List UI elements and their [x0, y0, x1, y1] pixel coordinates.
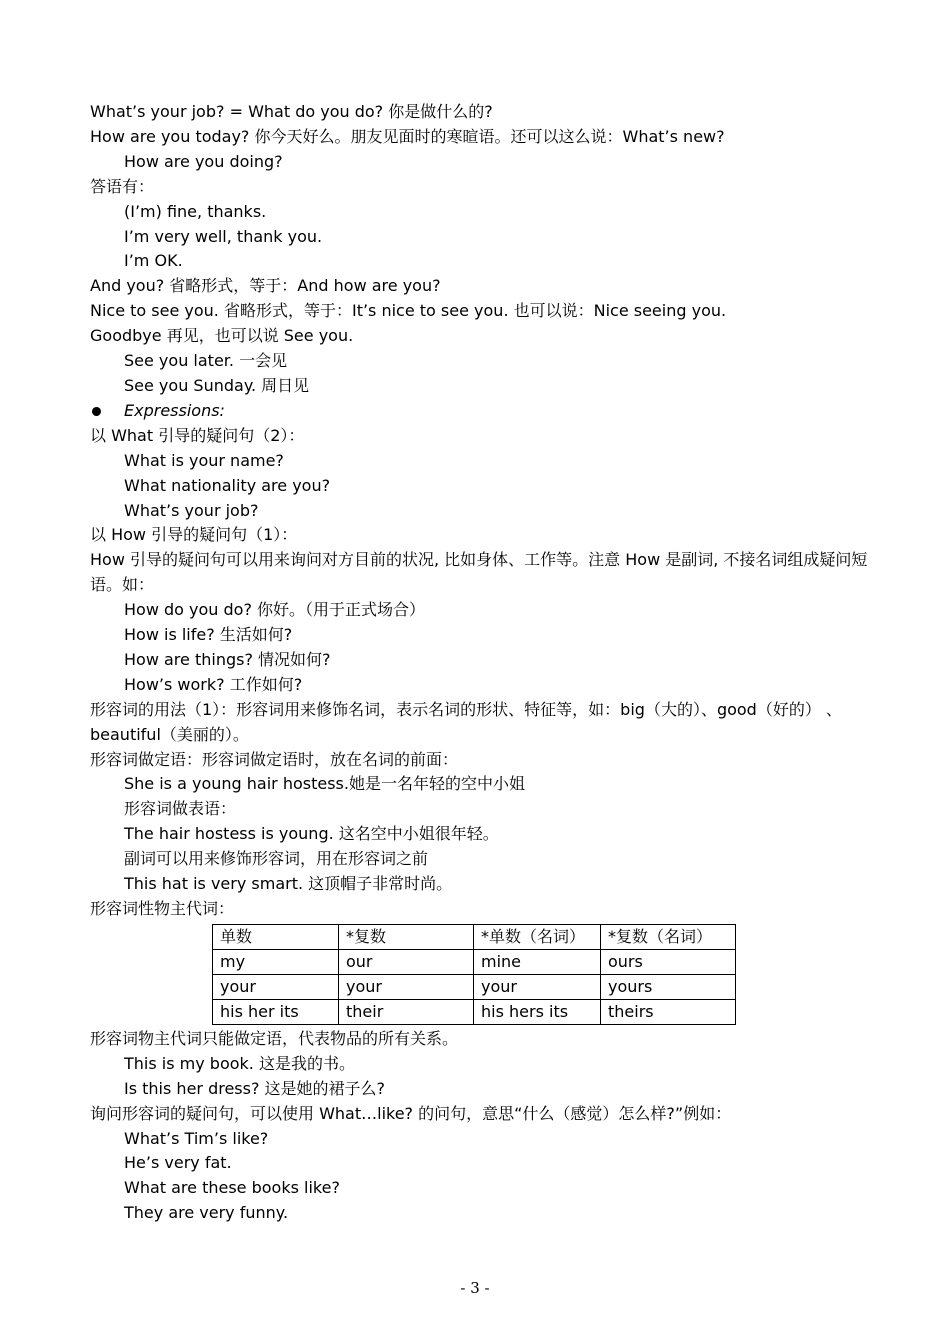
bullet-dot-icon — [91, 406, 103, 418]
table-cell: your — [474, 974, 601, 999]
section-possessive-usage — [90, 1027, 870, 1226]
table-row — [213, 949, 736, 974]
text-line: This hat is very smart. 这顶帽子非常时尚。 — [124, 874, 453, 894]
table-cell: *单数（名词） — [474, 924, 601, 949]
text-line: She is a young hair hostess.她是一名年轻的空中小姐 — [124, 774, 525, 794]
text-line: 以 What 引导的疑问句（2）： — [90, 425, 305, 445]
table-cell: his hers its — [474, 999, 601, 1024]
text-line: I’m OK. — [124, 251, 183, 271]
document-body — [90, 100, 870, 1226]
text-line: How is life? 生活如何? — [124, 625, 293, 645]
text-line: 形容词做定语：形容词做定语时，放在名词的前面： — [90, 749, 459, 769]
bullet-label: Expressions: — [124, 400, 225, 420]
table-cell: *复数（名词） — [601, 924, 736, 949]
table-cell: ours — [601, 949, 736, 974]
table-cell: his her its — [213, 999, 339, 1024]
bullet-expressions — [90, 399, 870, 424]
possessive-pronoun-table — [212, 924, 736, 1025]
text-line: They are very funny. — [124, 1203, 289, 1223]
table-cell: yours — [601, 974, 736, 999]
text-line: What are these books like? — [124, 1178, 340, 1198]
text-line: I’m very well, thank you. — [124, 226, 323, 246]
text-line: Nice to see you. 省略形式，等于：It’s nice to see you. 也可以说：Nice seeing you. — [90, 301, 727, 321]
table-cell: my — [213, 949, 339, 974]
text-line: 形容词性物主代词： — [90, 899, 235, 918]
table-cell: their — [339, 999, 474, 1024]
text-line: This is my book. 这是我的书。 — [124, 1053, 355, 1073]
text-line: See you Sunday. 周日见 — [124, 375, 310, 395]
section-grammar — [90, 424, 870, 922]
text-line: What’s your job? = What do you do? 你是做什么的? — [90, 102, 493, 121]
text-line: 询问形容词的疑问句，可以使用 What…like? 的问句，意思“什么（感觉）怎么样?”例如： — [90, 1103, 732, 1123]
text-line: 形容词的用法（1）：形容词用来修饰名词，表示名词的形状、特征等，如：big（大的）、good（好的） 、beautiful（美丽的）。 — [90, 699, 842, 744]
text-line: What’s Tim’s like? — [124, 1128, 269, 1148]
text-line: What nationality are you? — [124, 475, 331, 495]
table-cell: *复数 — [339, 924, 474, 949]
text-line: How do you do? 你好。（用于正式场合） — [124, 600, 426, 620]
text-line: How are you doing? — [124, 151, 283, 171]
table-header-row — [213, 924, 736, 949]
section-greetings — [90, 100, 870, 399]
text-line: How 引导的疑问句可以用来询问对方目前的状况, 比如身体、工作等。注意 How 是副词, 不接名词组成疑问短语。如： — [90, 550, 868, 595]
text-line: How’s work? 工作如何? — [124, 674, 303, 694]
text-line: See you later. 一会见 — [124, 351, 288, 371]
text-line: What is your name? — [124, 450, 284, 470]
text-line: Goodbye 再见，也可以说 See you. — [90, 326, 354, 346]
table-row — [213, 999, 736, 1024]
table-cell: 单数 — [213, 924, 339, 949]
table-cell: mine — [474, 949, 601, 974]
text-line: (I’m) fine, thanks. — [124, 201, 267, 221]
text-line: 副词可以用来修饰形容词，用在形容词之前 — [124, 849, 429, 869]
text-line: 以 How 引导的疑问句（1）： — [90, 525, 298, 545]
table-row — [213, 974, 736, 999]
text-line: 形容词物主代词只能做定语，代表物品的所有关系。 — [90, 1028, 459, 1048]
page-number: - 3 - — [460, 1279, 490, 1297]
text-line: How are you today? 你今天好么。朋友见面时的寒暄语。还可以这么说：What’s new? — [90, 126, 725, 146]
text-line: He’s very fat. — [124, 1153, 232, 1173]
table-cell: our — [339, 949, 474, 974]
text-line: What’s your job? — [124, 500, 259, 520]
table-cell: theirs — [601, 999, 736, 1024]
text-line: And you? 省略形式，等于：And how are you? — [90, 276, 441, 296]
text-line: 答语有： — [90, 176, 155, 196]
table-cell: your — [213, 974, 339, 999]
text-line: How are things? 情况如何? — [124, 649, 331, 669]
text-line: 形容词做表语： — [124, 799, 237, 819]
text-line: Is this her dress? 这是她的裙子么? — [124, 1078, 386, 1098]
text-line: The hair hostess is young. 这名空中小姐很年轻。 — [124, 824, 499, 844]
table-cell: your — [339, 974, 474, 999]
